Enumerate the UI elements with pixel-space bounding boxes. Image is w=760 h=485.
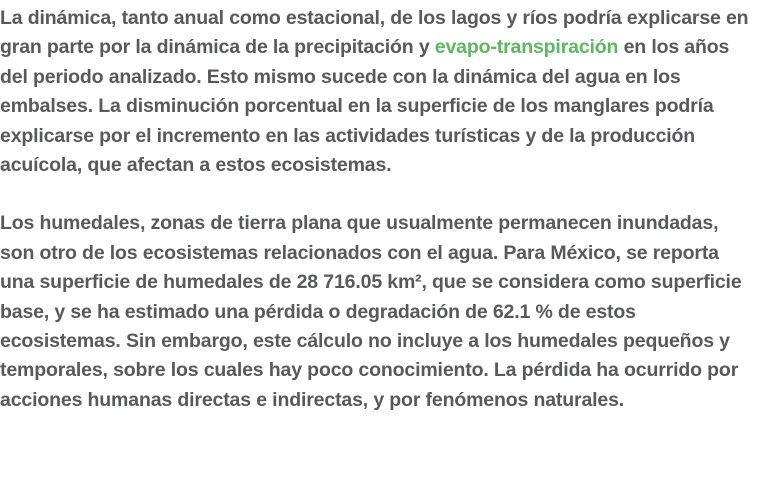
paragraph-humedales [0,209,750,415]
highlighted-term: evapo-transpiración [434,36,619,59]
paragraph-evapotranspiracion [0,4,750,180]
text-run: Los humedales, zonas de tierra plana que usualmente permanecen inundadas, son otro de los ecosistemas relacionados con el agua. Para México, se reporta una superficie de humedales de 28 716.05 km², que se considera como superficie base, y se ha estimado una pérdida o degradación de 62.1 % de estos ecosistemas. Sin embargo, este cálculo no incluye a los humedales pequeños y temporales, sobre los cuales hay poco conocimiento. La pérdida ha ocurrido por acciones humanas directas e indirectas, y por fenómenos naturales. [0,212,742,411]
text-run: La dinámica, tanto anual como estacional, de los lagos y ríos podría explicarse en gran parte por la dinámica de la precipitación y [0,7,749,59]
text-run: en los años del periodo analizado. Esto mismo sucede con la dinámica del agua en los embalses. La disminución porcentual en la superficie de los manglares podría explicarse por el incremento en las actividades turísticas y de la producción acuícola, que afectan a estos ecosistemas. [0,36,730,177]
